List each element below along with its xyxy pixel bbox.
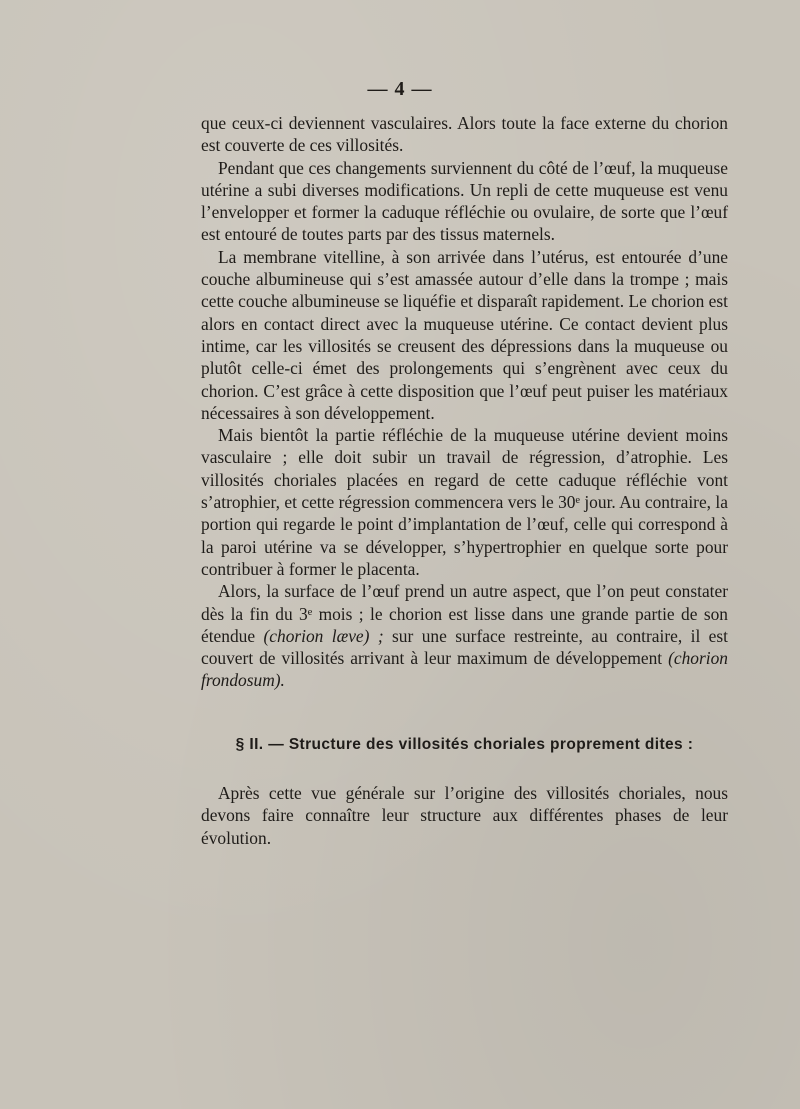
paragraph-1-segment-0: Pendant que ces changements surviennent du côté de l’œuf, la muqueuse utérine a subi diverses modifications. Un repli de cette muqueuse est venu l’envelopper et former la caduque réfléchie ou ovulaire, de sorte que l’œuf est entouré de toutes parts par des tissus maternels.	[201, 157, 728, 245]
paragraph-2-segment-0: La membrane vitelline, à son arrivée dans l’utérus, est entourée d’une couche albumineuse qui s’est amassée autour d’elle dans la trompe ; mais cette couche albumineuse se liquéfie et disparaît rapidement. Le chorion est alors en contact direct avec la muqueuse utérine. Ce contact devient plus intime, car les villosités se creusent des dépressions dans la muqueuse ou plutôt celle-ci émet des prolongements qui s’engrènent avec ceux du chorion. C’est grâce à cette disposition que l’œuf peut puiser les matériaux nécessaires à son développement.	[201, 246, 728, 423]
paragraph-1	[201, 157, 728, 246]
paragraph-4-italic-chorion-frondosum: (chorion frondosum).	[201, 648, 728, 691]
paragraph-4-segment-2: sur une surface restreinte, au contraire, il est couvert de villosités arrivant à leur maximum de développement	[201, 625, 728, 669]
paragraph-0	[201, 112, 728, 157]
paragraph-3-segment-0: Mais bientôt la partie réfléchie de la muqueuse utérine devient moins vasculaire ; elle doit subir un travail de régression, d’atrophie. Les villosités choriales placées en regard de cette caduque réfléchie vont s’atrophier, et cette régression commencera vers le 30ᵉ jour. Au contraire, la portion qui regarde le point d’implantation de l’œuf, celle qui correspond à la paroi utérine va se développer, s’hypertrophier en quelque sorte pour contribuer à former le placenta.	[201, 425, 728, 579]
section-body	[201, 782, 728, 849]
page-number: — 4 —	[367, 78, 433, 100]
paragraph-4-segment-0: Alors, la surface de l’œuf prend un autre aspect, que l’on peut constater dès la fin du 3ᵉ mois ; le chorion est lisse dans une grande partie de son étendue	[201, 581, 728, 646]
paragraph-3	[201, 424, 728, 580]
section-heading: § II. — Structure des villosités choriales proprement dites :	[235, 736, 694, 753]
paragraph-2	[201, 246, 728, 424]
paragraph-4	[201, 580, 728, 691]
section-paragraph: Après cette vue générale sur l’origine des villosités choriales, nous devons faire connaître leur structure aux différentes phases de leur évolution.	[201, 783, 728, 848]
paragraph-4-italic-chorion-laeve: (chorion læve) ;	[263, 625, 384, 646]
paragraph-0-segment-0: que ceux-ci deviennent vasculaires. Alors toute la face externe du chorion est couverte de ces villosités.	[201, 113, 728, 156]
body-text	[201, 112, 728, 692]
